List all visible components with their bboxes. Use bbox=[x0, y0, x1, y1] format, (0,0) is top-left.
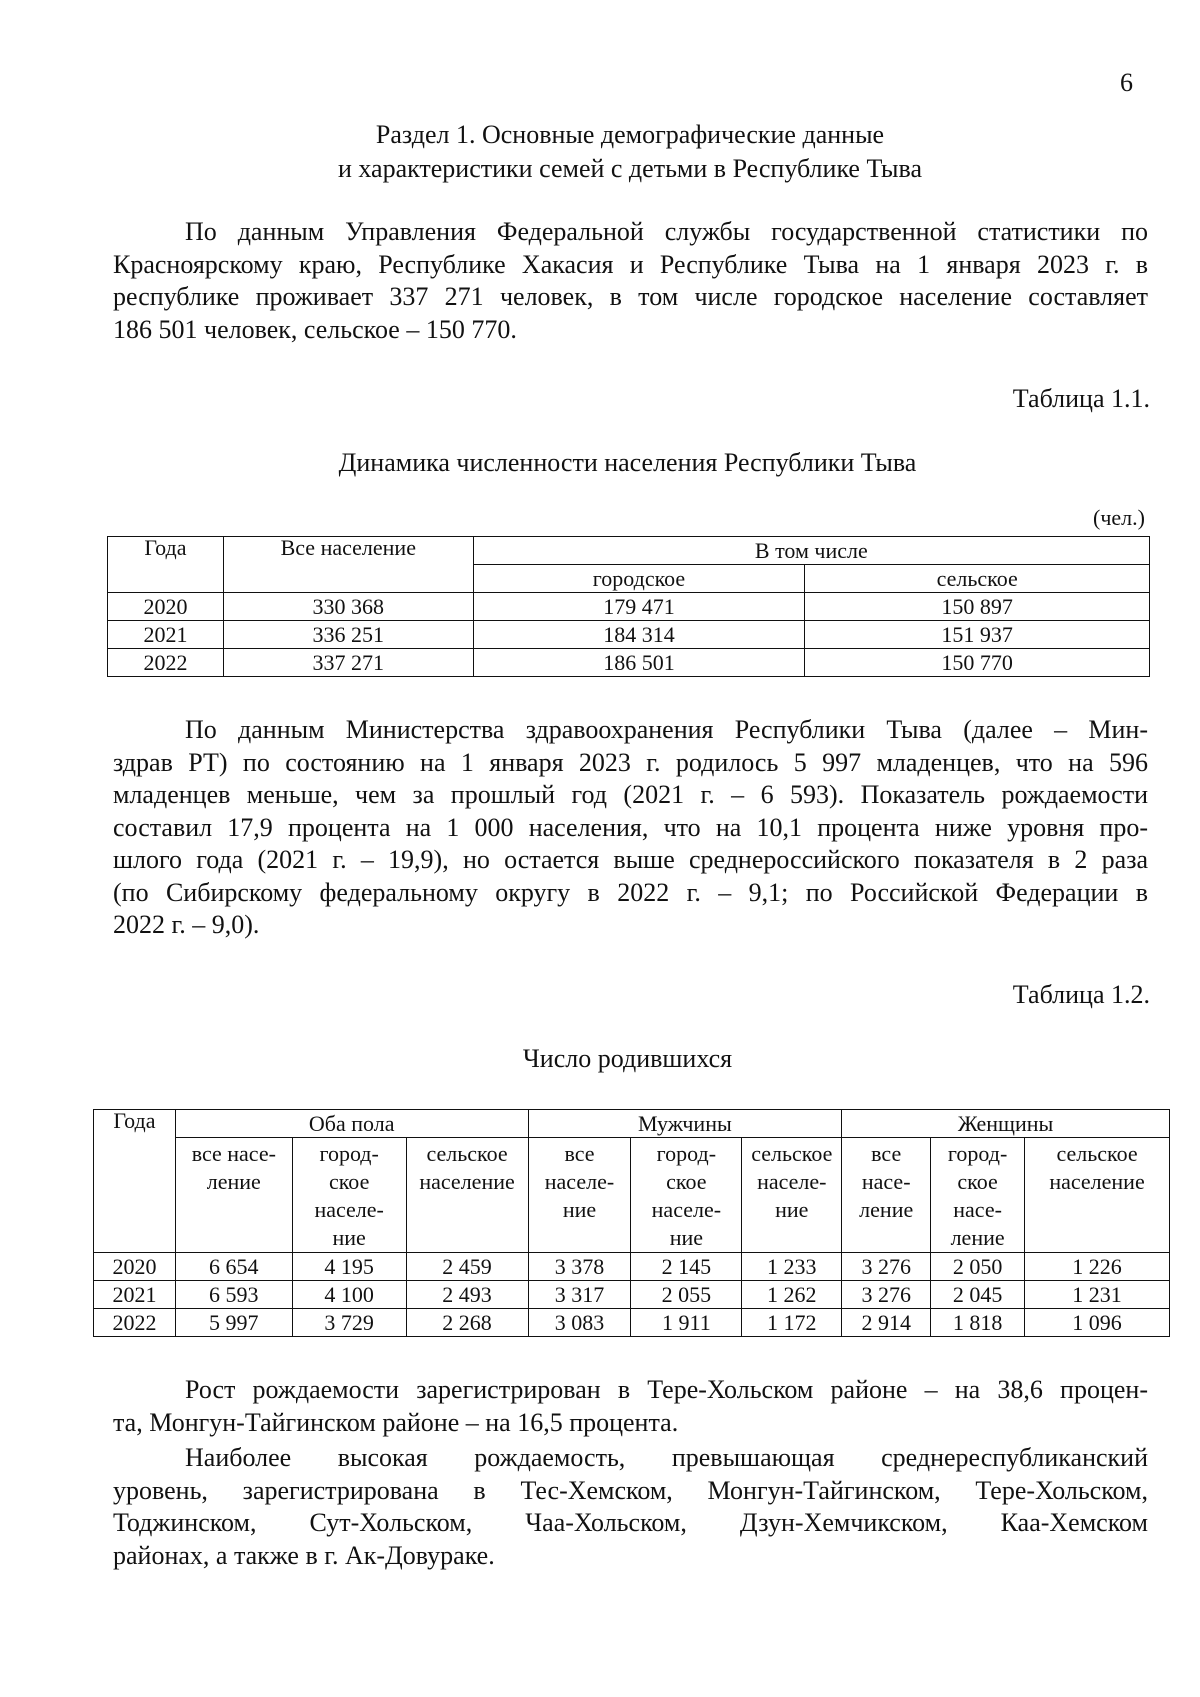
sub-header bbox=[292, 1138, 406, 1253]
table1-title: Динамика численности населения Республики Тыва bbox=[338, 448, 917, 477]
sub-header-line: ление bbox=[206, 1169, 261, 1194]
col-header-rural: сельское bbox=[805, 565, 1150, 593]
sub-header-line: насе- bbox=[953, 1197, 1002, 1222]
col-header-urban: городское bbox=[473, 565, 805, 593]
section-title-line-2: и характеристики семей с детьми в Республике Тыва bbox=[337, 154, 923, 183]
sub-header bbox=[1025, 1138, 1170, 1253]
paragraph-line: составил 17,9 процента на 1 000 населения, что на 10,1 процента ниже уровня про- bbox=[113, 812, 1148, 842]
paragraph-population bbox=[113, 216, 1148, 346]
cell-value: 3 083 bbox=[528, 1309, 631, 1337]
cell-value: 1 911 bbox=[631, 1309, 742, 1337]
sub-header-line: ление bbox=[859, 1197, 914, 1222]
cell-year: 2022 bbox=[94, 1309, 176, 1337]
cell-year: 2021 bbox=[108, 621, 224, 649]
paragraph-line: младенцев меньше, чем за прошлый год (2021 г. – 6 593). Показатель рождаемости bbox=[113, 780, 1148, 809]
sub-header-line: ское bbox=[666, 1169, 707, 1194]
sub-header-line: все bbox=[564, 1141, 595, 1166]
cell-rural: 151 937 bbox=[805, 621, 1150, 649]
paragraph-line: республике проживает 337 271 человек, в том числе городское население составляет bbox=[113, 282, 1148, 311]
cell-value: 4 195 bbox=[292, 1253, 406, 1281]
sub-header-line: ние bbox=[562, 1197, 597, 1222]
cell-value: 4 100 bbox=[292, 1281, 406, 1309]
population-table bbox=[107, 536, 1150, 677]
cell-value: 6 593 bbox=[175, 1281, 292, 1309]
sub-header-line: город- bbox=[947, 1141, 1008, 1166]
table2-label: Таблица 1.2. bbox=[1012, 980, 1150, 1009]
table-row bbox=[108, 593, 1150, 621]
cell-rural: 150 897 bbox=[805, 593, 1150, 621]
table-row bbox=[108, 621, 1150, 649]
sub-header-line: население bbox=[419, 1169, 515, 1194]
sub-header-line: сельское bbox=[426, 1141, 508, 1166]
paragraph-births bbox=[113, 714, 1148, 942]
cell-value: 2 145 bbox=[631, 1253, 742, 1281]
paragraph-line: уровень, зарегистрирована в Тес-Хемском, Монгун-Тайгинском, Тере-Хольском, bbox=[113, 1475, 1148, 1505]
cell-urban: 179 471 bbox=[473, 593, 805, 621]
cell-value: 1 096 bbox=[1025, 1309, 1170, 1337]
col-header-year: Года bbox=[94, 1110, 176, 1253]
sub-header-line: ние bbox=[775, 1197, 809, 1222]
cell-value: 2 459 bbox=[406, 1253, 528, 1281]
paragraph-line: Рост рождаемости зарегистрирован в Тере-Хольском районе – на 38,6 процен- bbox=[185, 1375, 1148, 1404]
sub-header-line: ское bbox=[957, 1169, 998, 1194]
cell-value: 3 378 bbox=[528, 1253, 631, 1281]
cell-value: 1 818 bbox=[931, 1309, 1025, 1337]
births-table bbox=[93, 1109, 1170, 1337]
cell-urban: 186 501 bbox=[473, 649, 805, 677]
section-title-line-1: Раздел 1. Основные демографические данные bbox=[375, 120, 885, 149]
sub-header-line: сельское bbox=[751, 1141, 833, 1166]
sub-header-line: ление bbox=[950, 1225, 1005, 1250]
sub-header bbox=[931, 1138, 1025, 1253]
cell-value: 2 268 bbox=[406, 1309, 528, 1337]
sub-header-line: населе- bbox=[757, 1169, 827, 1194]
page-number: 6 bbox=[1120, 68, 1133, 97]
sub-header-line: ское bbox=[328, 1169, 370, 1194]
paragraph-line: шлого года (2021 г. – 19,9), но остается выше среднероссийского показателя в 2 раза bbox=[113, 845, 1148, 874]
paragraph-line: та, Монгун-Тайгинском районе – на 16,5 процента. bbox=[113, 1407, 679, 1437]
table-row bbox=[94, 1309, 1170, 1337]
paragraph-growth bbox=[113, 1374, 1148, 1439]
cell-urban: 184 314 bbox=[473, 621, 805, 649]
cell-value: 2 914 bbox=[842, 1309, 931, 1337]
col-header-total: Все население bbox=[223, 537, 473, 593]
col-header-year: Года bbox=[108, 537, 224, 593]
sub-header-line: населе- bbox=[314, 1197, 384, 1222]
sub-header-line: население bbox=[1049, 1169, 1145, 1194]
cell-year: 2021 bbox=[94, 1281, 176, 1309]
sub-header bbox=[742, 1138, 842, 1253]
paragraph-line: Тоджинском, Сут-Хольском, Чаа-Хольском, Дзун-Хемчикском, Каа-Хемском bbox=[113, 1508, 1148, 1537]
paragraph-line: 2022 г. – 9,0). bbox=[113, 910, 260, 939]
cell-value: 1 231 bbox=[1025, 1281, 1170, 1309]
paragraph-line: Наиболее высокая рождаемость, превышающая среднереспубликанский bbox=[185, 1443, 1148, 1472]
sub-header-line: насе- bbox=[861, 1169, 911, 1194]
table-row bbox=[94, 1281, 1170, 1309]
cell-value: 2 055 bbox=[631, 1281, 742, 1309]
cell-value: 5 997 bbox=[175, 1309, 292, 1337]
sub-header bbox=[528, 1138, 631, 1253]
cell-rural: 150 770 bbox=[805, 649, 1150, 677]
sub-header-line: все bbox=[871, 1141, 902, 1166]
cell-value: 1 233 bbox=[742, 1253, 842, 1281]
cell-value: 6 654 bbox=[175, 1253, 292, 1281]
sub-header bbox=[175, 1138, 292, 1253]
paragraph-high-birthrate bbox=[113, 1442, 1148, 1572]
sub-header bbox=[842, 1138, 931, 1253]
table1-unit: (чел.) bbox=[1093, 505, 1145, 530]
cell-value: 2 493 bbox=[406, 1281, 528, 1309]
paragraph-line: здрав РТ) по состоянию на 1 января 2023 г. родилось 5 997 младенцев, что на 596 bbox=[113, 747, 1148, 777]
cell-value: 1 172 bbox=[742, 1309, 842, 1337]
col-header-women: Женщины bbox=[842, 1110, 1170, 1138]
col-header-including: В том числе bbox=[473, 537, 1149, 565]
cell-value: 1 262 bbox=[742, 1281, 842, 1309]
sub-header-line: город- bbox=[319, 1141, 379, 1166]
paragraph-line: По данным Управления Федеральной службы государственной статистики по bbox=[185, 217, 1148, 246]
sub-header-line: все насе- bbox=[191, 1141, 276, 1166]
sub-header-line: город- bbox=[656, 1141, 717, 1166]
col-header-both: Оба пола bbox=[175, 1110, 528, 1138]
cell-year: 2022 bbox=[108, 649, 224, 677]
cell-total: 336 251 bbox=[223, 621, 473, 649]
cell-value: 2 045 bbox=[931, 1281, 1025, 1309]
sub-header bbox=[406, 1138, 528, 1253]
paragraph-line: 186 501 человек, сельское – 150 770. bbox=[113, 314, 517, 344]
sub-header-line: населе- bbox=[544, 1169, 615, 1194]
table-row bbox=[108, 649, 1150, 677]
table1-label: Таблица 1.1. bbox=[1012, 384, 1150, 413]
cell-value: 3 276 bbox=[842, 1253, 931, 1281]
sub-header-line: сельское bbox=[1056, 1141, 1138, 1166]
paragraph-line: районах, а также в г. Ак-Довураке. bbox=[113, 1540, 495, 1570]
paragraph-line: По данным Министерства здравоохранения Республики Тыва (далее – Мин- bbox=[185, 715, 1148, 744]
table-row bbox=[94, 1253, 1170, 1281]
cell-total: 330 368 bbox=[223, 593, 473, 621]
col-header-men: Мужчины bbox=[528, 1110, 842, 1138]
cell-value: 3 276 bbox=[842, 1281, 931, 1309]
sub-header-line: ние bbox=[332, 1225, 366, 1250]
cell-year: 2020 bbox=[108, 593, 224, 621]
paragraph-line: Красноярскому краю, Республике Хакасия и Республике Тыва на 1 января 2023 г. в bbox=[113, 249, 1148, 279]
sub-header-line: ние bbox=[669, 1225, 704, 1250]
cell-value: 3 317 bbox=[528, 1281, 631, 1309]
sub-header bbox=[631, 1138, 742, 1253]
cell-value: 2 050 bbox=[931, 1253, 1025, 1281]
cell-year: 2020 bbox=[94, 1253, 176, 1281]
paragraph-line: (по Сибирскому федеральному округу в 2022 г. – 9,1; по Российской Федерации в bbox=[113, 877, 1148, 907]
sub-header-line: населе- bbox=[651, 1197, 722, 1222]
cell-total: 337 271 bbox=[223, 649, 473, 677]
cell-value: 3 729 bbox=[292, 1309, 406, 1337]
table2-title: Число родившихся bbox=[522, 1044, 733, 1073]
cell-value: 1 226 bbox=[1025, 1253, 1170, 1281]
